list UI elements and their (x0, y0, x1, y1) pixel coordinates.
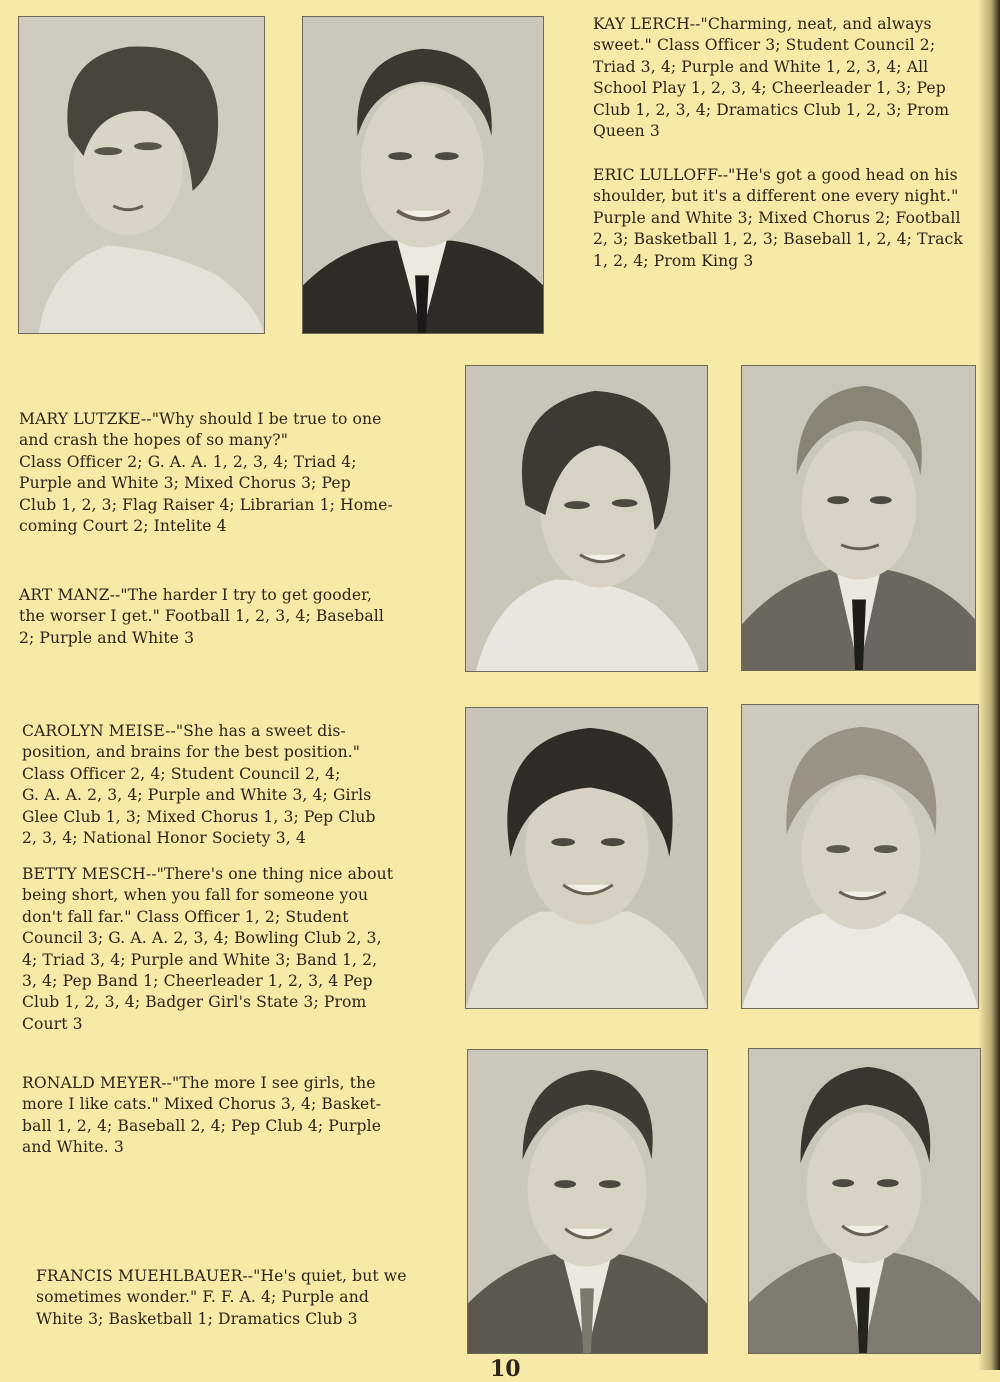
bio-betty-mesch: BETTY MESCH--"There's one thing nice about being short, when you fall for someone you don't fall far." Class Officer 1, 2; Student Council 3; G. A. A. 2, 3, 4; Bowling Club 2, 3, 4; Triad 3, 4; Purple and White 3; Band 1, 2, 3, 4; Pep Band 1; Cheerleader 1, 2, 3, 4 Pep Club 1, 2, 3, 4; Badger Girl's State 3; Prom Court 3 (22, 865, 394, 1033)
bio-mary-lutzke: MARY LUTZKE--"Why should I be true to one and crash the hopes of so many?" Class Officer 2; G. A. A. 1, 2, 3, 4; Triad 4; Purple and White 3; Mixed Chorus 3; Pep Club 1, 2, 3; Flag Raiser 4; Librarian 1; Home- coming Court 2; Intelite 4 (19, 410, 393, 536)
portrait-betty-mesch (741, 704, 979, 1009)
page-edge-shadow (978, 0, 1000, 1370)
bio-kay-lerch: KAY LERCH--"Charming, neat, and always sweet." Class Officer 3; Student Council 2; Triad 3, 4; Purple and White 1, 2, 3, 4; All School Play 1, 2, 3, 4; Cheerleader 1, 3; Pep Club 1, 2, 3, 4; Dramatics Club 1, 2, 3; Prom Queen 3 (593, 15, 950, 141)
portrait-francis-muehlbauer (748, 1048, 981, 1354)
portrait-art-manz (741, 365, 976, 671)
bio-ronald-meyer: RONALD MEYER--"The more I see girls, the more I like cats." Mixed Chorus 3, 4; Basket- ball 1, 2, 4; Baseball 2, 4; Pep Club 4; Purple and White. 3 (22, 1074, 382, 1157)
portrait-carolyn-meise (465, 707, 708, 1009)
page-number: 10 (490, 1356, 521, 1382)
portrait-mary-lutzke (465, 365, 708, 672)
bio-francis-muehlbauer: FRANCIS MUEHLBAUER--"He's quiet, but we sometimes wonder." F. F. A. 4; Purple and White 3; Basketball 1; Dramatics Club 3 (36, 1267, 407, 1328)
portrait-kay-lerch (18, 16, 265, 334)
bio-carolyn-meise: CAROLYN MEISE--"She has a sweet dis- position, and brains for the best position." Class Officer 2, 4; Student Council 2, 4; G. A. A. 2, 3, 4; Purple and White 3, 4; Girls Glee Club 1, 3; Mixed Chorus 1, 3; Pep Club 2, 3, 4; National Honor Society 3, 4 (22, 722, 376, 848)
bio-eric-lulloff: ERIC LULLOFF--"He's got a good head on his shoulder, but it's a different one every night." Purple and White 3; Mixed Chorus 2; Football 2, 3; Basketball 1, 2, 3; Baseball 1, 2, 4; Track 1, 2, 4; Prom King 3 (593, 166, 963, 270)
bio-art-manz: ART MANZ--"The harder I try to get gooder, the worser I get." Football 1, 2, 3, 4; Baseball 2; Purple and White 3 (19, 586, 384, 647)
portrait-eric-lulloff (302, 16, 544, 334)
portrait-ronald-meyer (467, 1049, 708, 1354)
